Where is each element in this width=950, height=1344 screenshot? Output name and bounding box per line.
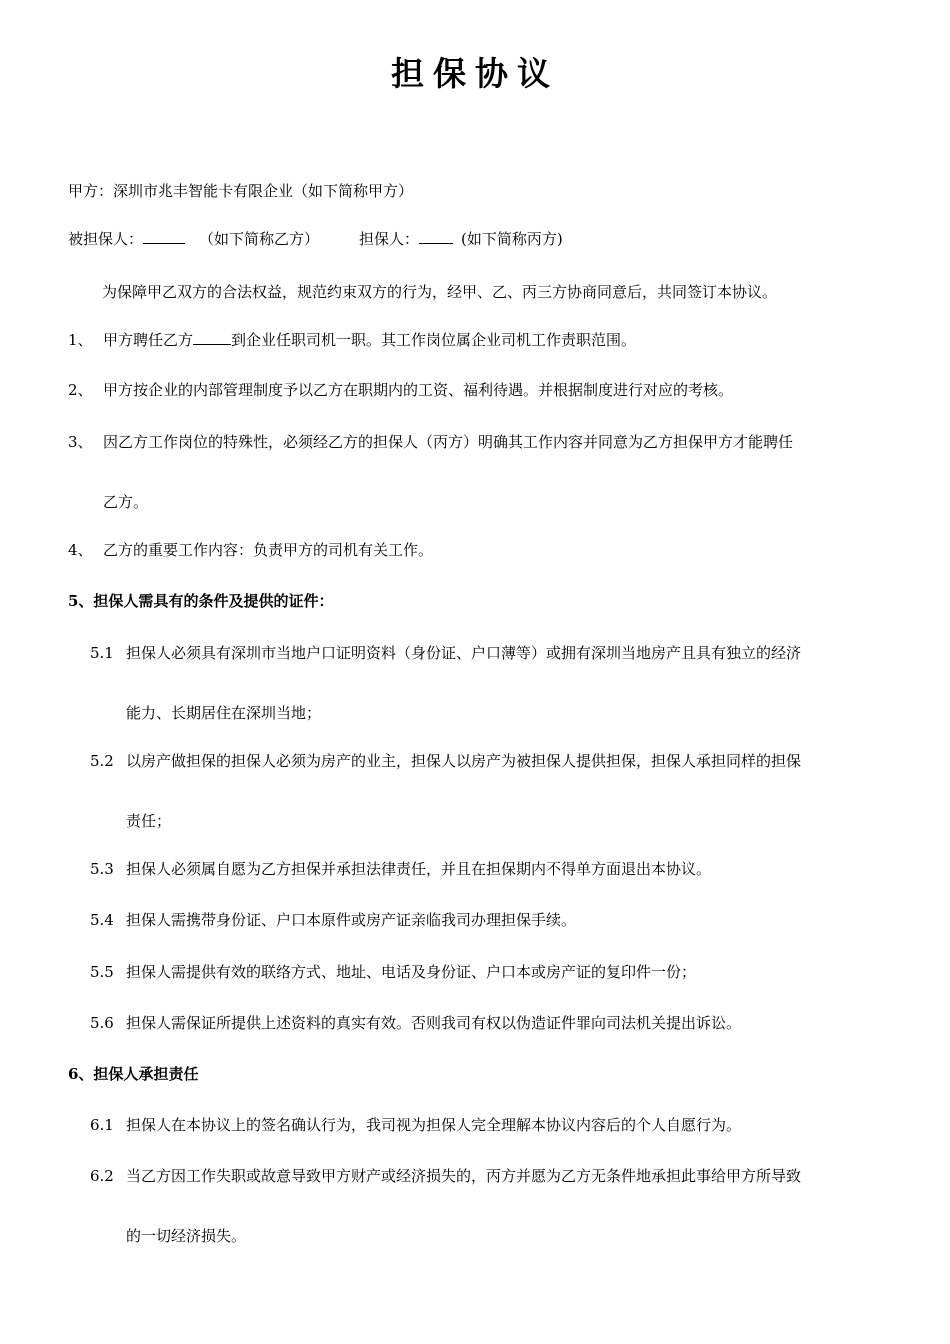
- clause-text: 担保人必须属自愿为乙方担保并承担法律责任，并且在担保期内不得单方面退出本协议。: [126, 860, 712, 878]
- clause-text: 当乙方因工作失职或故意导致甲方财产或经济损失的，丙方并愿为乙方无条件地承担此事给甲方所导致: [126, 1167, 802, 1185]
- document-title: 担保协议: [391, 54, 559, 93]
- clause-text: 担保人在本协议上的签名确认行为，我司视为担保人完全理解本协议内容后的个人自愿行为。: [126, 1116, 742, 1134]
- item-text: 甲方按企业的内部管理制度予以乙方在职期内的工资、福利待遇。并根据制度进行对应的考核。: [103, 381, 734, 399]
- clause-text: 担保人需携带身份证、户口本原件或房产证亲临我司办理担保手续。: [126, 911, 577, 929]
- clause-number: 6.1: [90, 1116, 114, 1134]
- guaranteed-blank: [143, 229, 185, 244]
- item-number: 4、: [68, 541, 93, 559]
- intro-paragraph: 为保障甲乙双方的合法权益，规范约束双方的行为，经甲、乙、丙三方协商同意后，共同签订本协议。: [102, 283, 778, 301]
- clause-text: 担保人需保证所提供上述资料的真实有效。否则我司有权以伪造证件罪向司法机关提出诉讼。: [126, 1014, 742, 1032]
- item-blank: [193, 330, 231, 345]
- guarantor-label: 担保人：: [359, 230, 420, 248]
- item-text-post: 到企业任职司机一职。其工作岗位属企业司机工作责职范围。: [231, 331, 637, 349]
- item-number: 1、: [68, 331, 93, 349]
- clause-text-continuation: 责任；: [126, 812, 172, 830]
- item-text-pre: 甲方聘任乙方: [103, 331, 194, 349]
- party-a-line: 甲方：深圳市兆丰智能卡有限企业（如下简称甲方）: [68, 182, 414, 200]
- item-number: 2、: [68, 381, 93, 399]
- clause-number: 6.2: [90, 1167, 114, 1185]
- guarantor-note: (如下简称丙方): [461, 230, 563, 248]
- guaranteed-label: 被担保人：: [68, 230, 144, 248]
- clause-text: 担保人必须具有深圳市当地户口证明资料（身份证、户口薄等）或拥有深圳当地房产且具有独立的经济: [126, 644, 802, 662]
- clause-text-continuation: 的一切经济损失。: [126, 1227, 247, 1245]
- clause-number: 5.3: [90, 860, 114, 878]
- section-heading: 6、担保人承担责任: [68, 1065, 199, 1083]
- clause-text-continuation: 能力、长期居住在深圳当地；: [126, 704, 322, 722]
- clause-number: 5.4: [90, 911, 114, 929]
- clause-number: 5.2: [90, 752, 114, 770]
- clause-text: 以房产做担保的担保人必须为房产的业主，担保人以房产为被担保人提供担保，担保人承担同样的担保: [126, 752, 802, 770]
- clause-text: 担保人需提供有效的联络方式、地址、电话及身份证、户口本或房产证的复印件一份；: [126, 963, 697, 981]
- item-text: 乙方的重要工作内容：负责甲方的司机有关工作。: [103, 541, 434, 559]
- item-text: 因乙方工作岗位的特殊性，必须经乙方的担保人（丙方）明确其工作内容并同意为乙方担保甲方才能聘任: [103, 433, 794, 451]
- guaranteed-line: [68, 229, 563, 249]
- item-text: [103, 330, 636, 350]
- clause-number: 5.1: [90, 644, 114, 662]
- guarantor-blank: [419, 229, 453, 244]
- item-number: 3、: [68, 433, 93, 451]
- clause-number: 5.6: [90, 1014, 114, 1032]
- section-heading: 5、担保人需具有的条件及提供的证件：: [68, 592, 334, 610]
- item-text-continuation: 乙方。: [103, 493, 149, 511]
- clause-number: 5.5: [90, 963, 114, 981]
- guaranteed-note: （如下简称乙方）: [199, 230, 320, 248]
